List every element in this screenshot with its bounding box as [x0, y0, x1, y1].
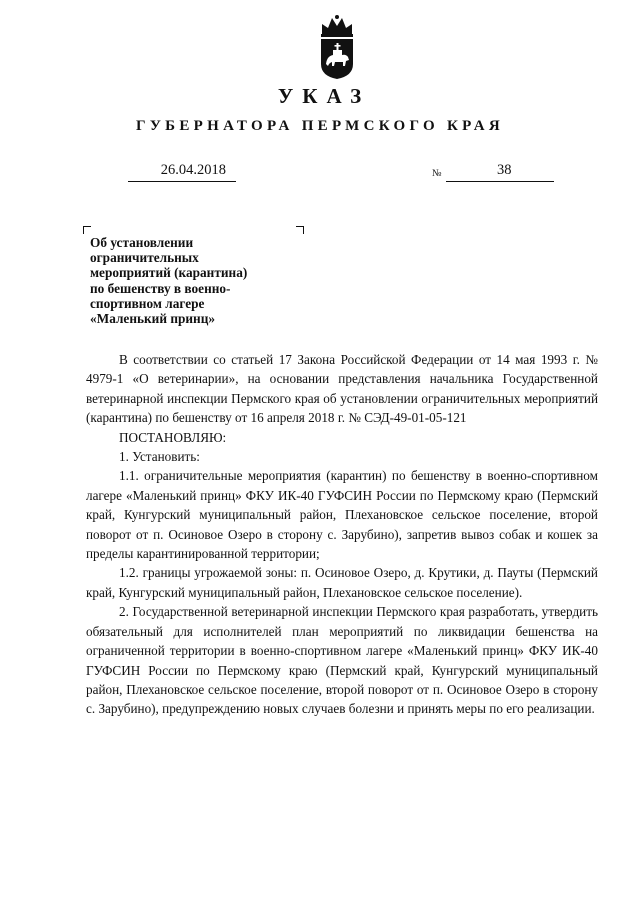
- date-field: [128, 162, 236, 182]
- perm-krai-coat-of-arms-icon: [316, 14, 358, 80]
- heading-line: по бешенству в военно-: [90, 280, 231, 296]
- body-paragraph-item-2: 2. Государственной ветеринарной инспекции Пермского края разработать, утвердить обязательный для исполнителей план мероприятий по ликвидации бешенства на ограниченной территории в военно-спортивном лагере «Маленький принц» ФКУ ИК-40 ГУФСИН России по Пермскому краю (Пермский край, Кунгурский муниципальный район, Плехановское сельское поселение, второй поворот от п. Осиновое Озеро в сторону с. Зарубино), предупреждению новых случаев болезни и принять меры по его реализации.: [86, 604, 598, 717]
- document-title: УКАЗ: [277, 84, 371, 108]
- body-paragraph-item-1-1: 1.1. ограничительные мероприятия (карантин) по бешенству в военно-спортивном лагере «Маленький принц» ФКУ ИК-40 ГУФСИН России по Пермскому краю (Пермский край, Кунгурский муниципальный район, Плехановское сельское поселение, второй поворот от п. Осиновое Озеро в сторону с. Зарубино), запретив вывоз собак и кошек за пределы карантинированной территории;: [86, 468, 598, 562]
- document-subtitle: ГУБЕРНАТОРА ПЕРМСКОГО КРАЯ: [135, 118, 504, 134]
- number-field: [446, 162, 554, 182]
- heading-line: Об установлении: [90, 235, 194, 250]
- decree-body: [86, 350, 598, 719]
- body-paragraph-decree: ПОСТАНОВЛЯЮ:: [119, 429, 227, 445]
- decree-heading: [90, 235, 300, 326]
- heading-corner-left: [83, 226, 91, 234]
- document-date: 26.04.2018: [160, 162, 226, 178]
- body-paragraph-item-1: 1. Установить:: [119, 449, 200, 465]
- heading-line: «Маленький принц»: [90, 311, 216, 327]
- heading-line: спортивном лагере: [90, 295, 205, 311]
- body-paragraph-item-1-2: 1.2. границы угрожаемой зоны: п. Осиновое Озеро, д. Крутики, д. Пауты (Пермский край, Кунгурский муниципальный район, Плехановское сельское поселение).: [86, 565, 598, 600]
- document-number: 38: [497, 162, 512, 178]
- heading-corner-right: [296, 226, 304, 234]
- heading-line: ограничительных: [90, 250, 199, 266]
- heading-line: мероприятий (карантина): [90, 265, 248, 281]
- body-paragraph-preamble: В соответствии со статьей 17 Закона Российской Федерации от 14 мая 1993 г. № 4979-1 «О ветеринарии», на основании представления начальника Государственной ветеринарной инспекции Пермского края об установлении ограничительных мероприятий (карантина) по бешенству от 16 апреля 2018 г. № СЭД-49-01-05-121: [86, 352, 598, 426]
- number-sign: №: [432, 168, 442, 179]
